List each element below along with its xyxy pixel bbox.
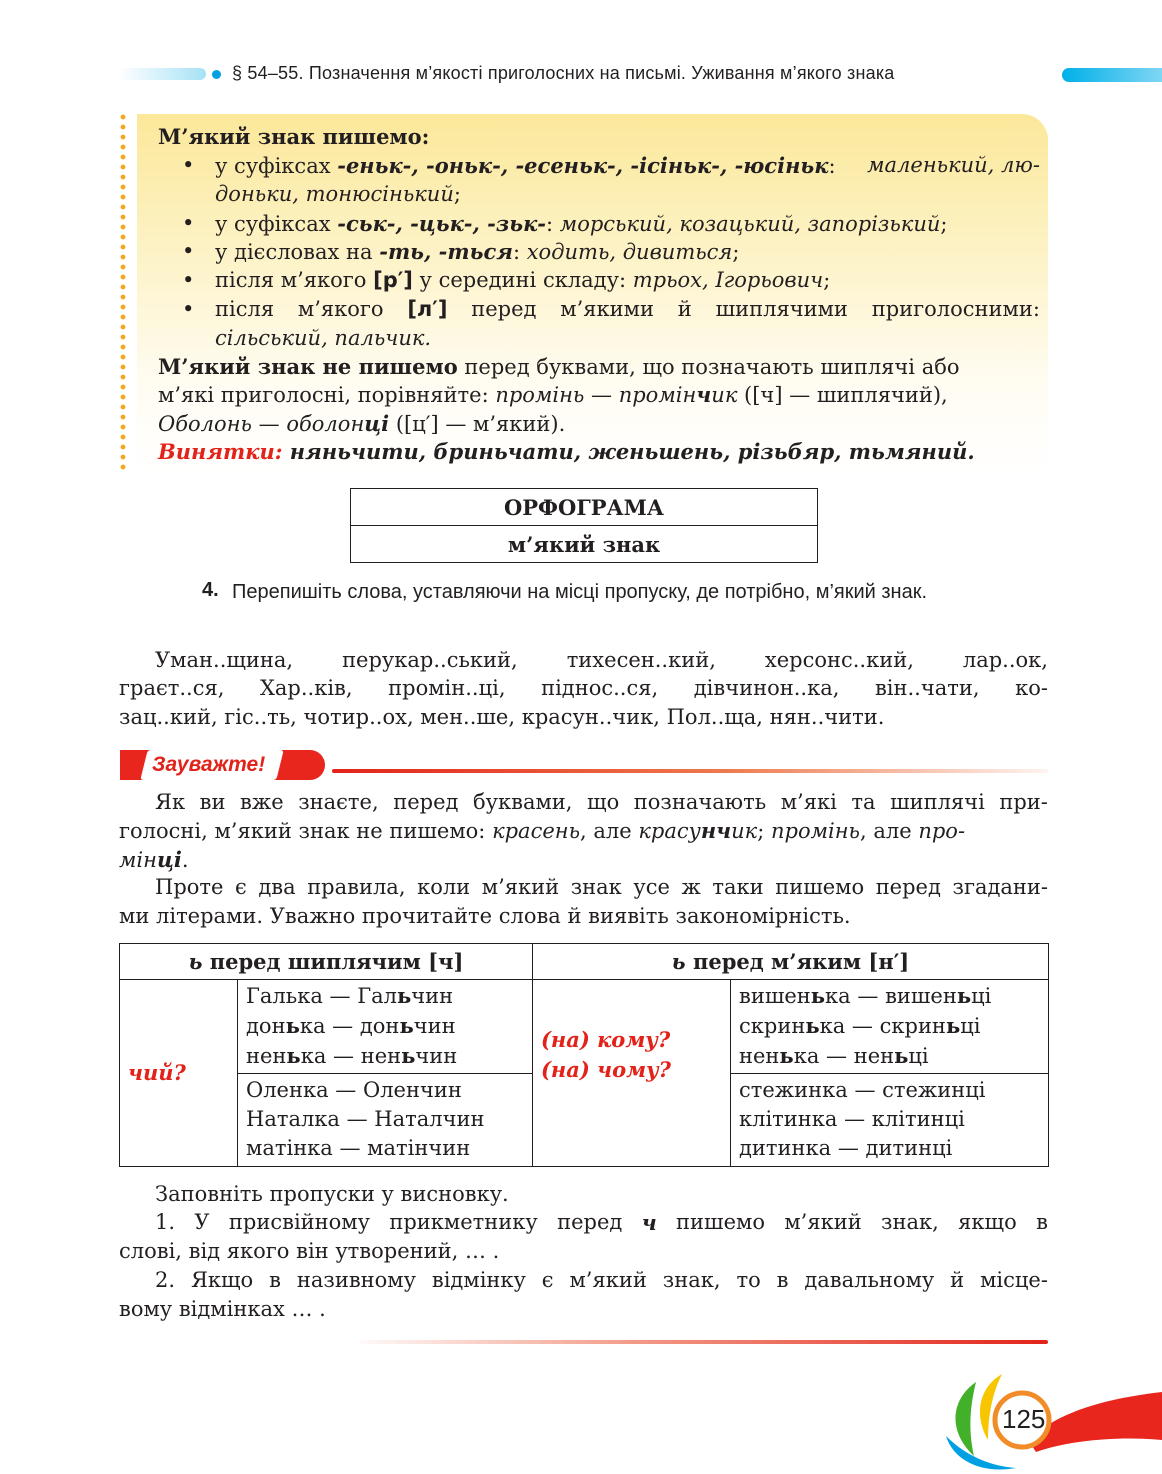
exercise-words-line-1: Уман..щина, перукар..ський, тихесен..кий, херсонс..кий, лар..ок,	[155, 648, 1048, 672]
table-group-1: Галька — Гальчин донька — доньчин ненька — неньчин	[238, 980, 533, 1074]
note-paragraph-1-line-2: голосні, м’який знак не пишемо: красень, але красунчик; промінь, але про-	[119, 818, 966, 843]
rule-dotted-border	[119, 112, 127, 474]
note-paragraph-2-line-2: ми літерами. Уважно прочитайте слова й виявіть закономірність.	[119, 904, 851, 928]
conclusion-intro: Заповніть пропуски у висновку.	[155, 1182, 509, 1206]
orfograma-title: ОРФОГРАМА	[351, 489, 818, 526]
note-paragraph-1-line-3: мінці.	[119, 847, 189, 872]
note-label: Зауважте!	[152, 753, 266, 776]
table-question-left: чий?	[120, 980, 238, 1167]
table-group-4: стежинка — стежинці клітинка — клітинці дитинка — дитинці	[731, 1073, 1049, 1167]
orfograma-value: м’який знак	[351, 526, 818, 563]
page-number-decoration	[940, 1370, 1162, 1474]
table-group-3: вишенька — вишеньці скринька — скриньці ненька — неньці	[731, 980, 1049, 1074]
table-header-left: ь перед шиплячим [ч]	[120, 944, 533, 980]
conclusion-1-line-2: слові, від якого він утворений, … .	[119, 1239, 500, 1263]
bottom-divider	[360, 1340, 1048, 1344]
header-right-bar	[1062, 68, 1162, 82]
conclusion-1-line-1: 1. У присвійному прикметнику перед ч пишемо м’який знак, якщо в	[155, 1210, 1048, 1235]
rule-negative-2: м’які приголосні, порівняйте: промінь — промінчик ([ч] — шиплячий),	[158, 382, 948, 407]
note-paragraph-2-line-1: Проте є два правила, коли м’який знак усе ж таки пишемо перед згадани-	[155, 875, 1048, 899]
conclusion-2-line-2: вому відмінках … .	[119, 1297, 326, 1321]
rule-negative-3: Оболонь — оболонці ([ц′] — м’який).	[158, 411, 566, 436]
bullet-icon: •	[182, 297, 195, 321]
header-dot	[212, 70, 221, 79]
note-paragraph-1-line-1: Як ви вже знаєте, перед буквами, що позначають м’які та шиплячі при-	[155, 790, 1048, 814]
rule-bullet-5-cont: сільський, пальчик.	[215, 326, 432, 350]
header-left-bar	[118, 68, 206, 80]
examples-table	[119, 943, 1049, 1167]
note-divider	[332, 769, 1048, 773]
table-header-right: ь перед м’яким [н′]	[533, 944, 1049, 980]
rule-exceptions: Винятки: няньчити, бриньчати, женьшень, різьбяр, тьмяний.	[158, 439, 975, 464]
exercise-words-line-3: зац..кий, гіс..ть, чотир..ох, мен..ше, красун..чик, Пол..ща, нян..чити.	[119, 705, 885, 729]
page-number: 125	[1002, 1404, 1046, 1434]
rule-bullet-5: після м’якого [л′] перед м’якими й шиплячими приголосними:	[215, 297, 1040, 321]
table-question-right: (на) кому? (на) чому?	[533, 980, 731, 1167]
rule-bullet-2: у суфіксах -ськ-, -цьк-, -зьк-: морський, козацький, запорізький;	[215, 211, 948, 236]
table-group-2: Оленка — Оленчин Наталка — Наталчин матінка — матінчин	[238, 1073, 533, 1167]
bullet-icon: •	[182, 153, 195, 177]
bullet-icon: •	[182, 268, 195, 292]
exercise-number: 4.	[202, 579, 219, 601]
rule-bullet-3: у дієсловах на -ть, -ться: ходить, дивиться;	[215, 239, 740, 264]
conclusion-2-line-1: 2. Якщо в називному відмінку є м’який знак, то в давальному й місце-	[155, 1268, 1048, 1292]
bullet-icon: •	[182, 211, 195, 235]
rule-heading: М’який знак пишемо:	[158, 124, 430, 149]
rule-bullet-4: після м’якого [р′] у середині складу: трьох, Ігорьович;	[215, 268, 831, 292]
bullet-icon: •	[182, 239, 195, 263]
leaf-green-icon	[955, 1382, 976, 1456]
rule-negative-1: М’який знак не пишемо перед буквами, що позначають шиплячі або	[158, 354, 960, 379]
orfograma-table	[350, 488, 818, 563]
section-title: § 54–55. Позначення м’якості приголосних на письмі. Уживання м’якого знака	[232, 63, 895, 83]
rule-bullet-1-cont: доньки, тонюсінький;	[215, 182, 461, 206]
rule-bullet-1: у суфіксах -еньк-, -оньк-, -есеньк-, -ісіньк-, -юсіньк: маленький, лю-	[215, 153, 1040, 178]
exercise-words-line-2: граєт..ся, Хар..ків, промін..ці, піднос..ся, дівчинон..ка, він..чати, ко-	[119, 676, 1048, 700]
exercise-instruction: Перепишіть слова, уставляючи на місці пропуску, де потрібно, м’який знак.	[232, 581, 928, 603]
